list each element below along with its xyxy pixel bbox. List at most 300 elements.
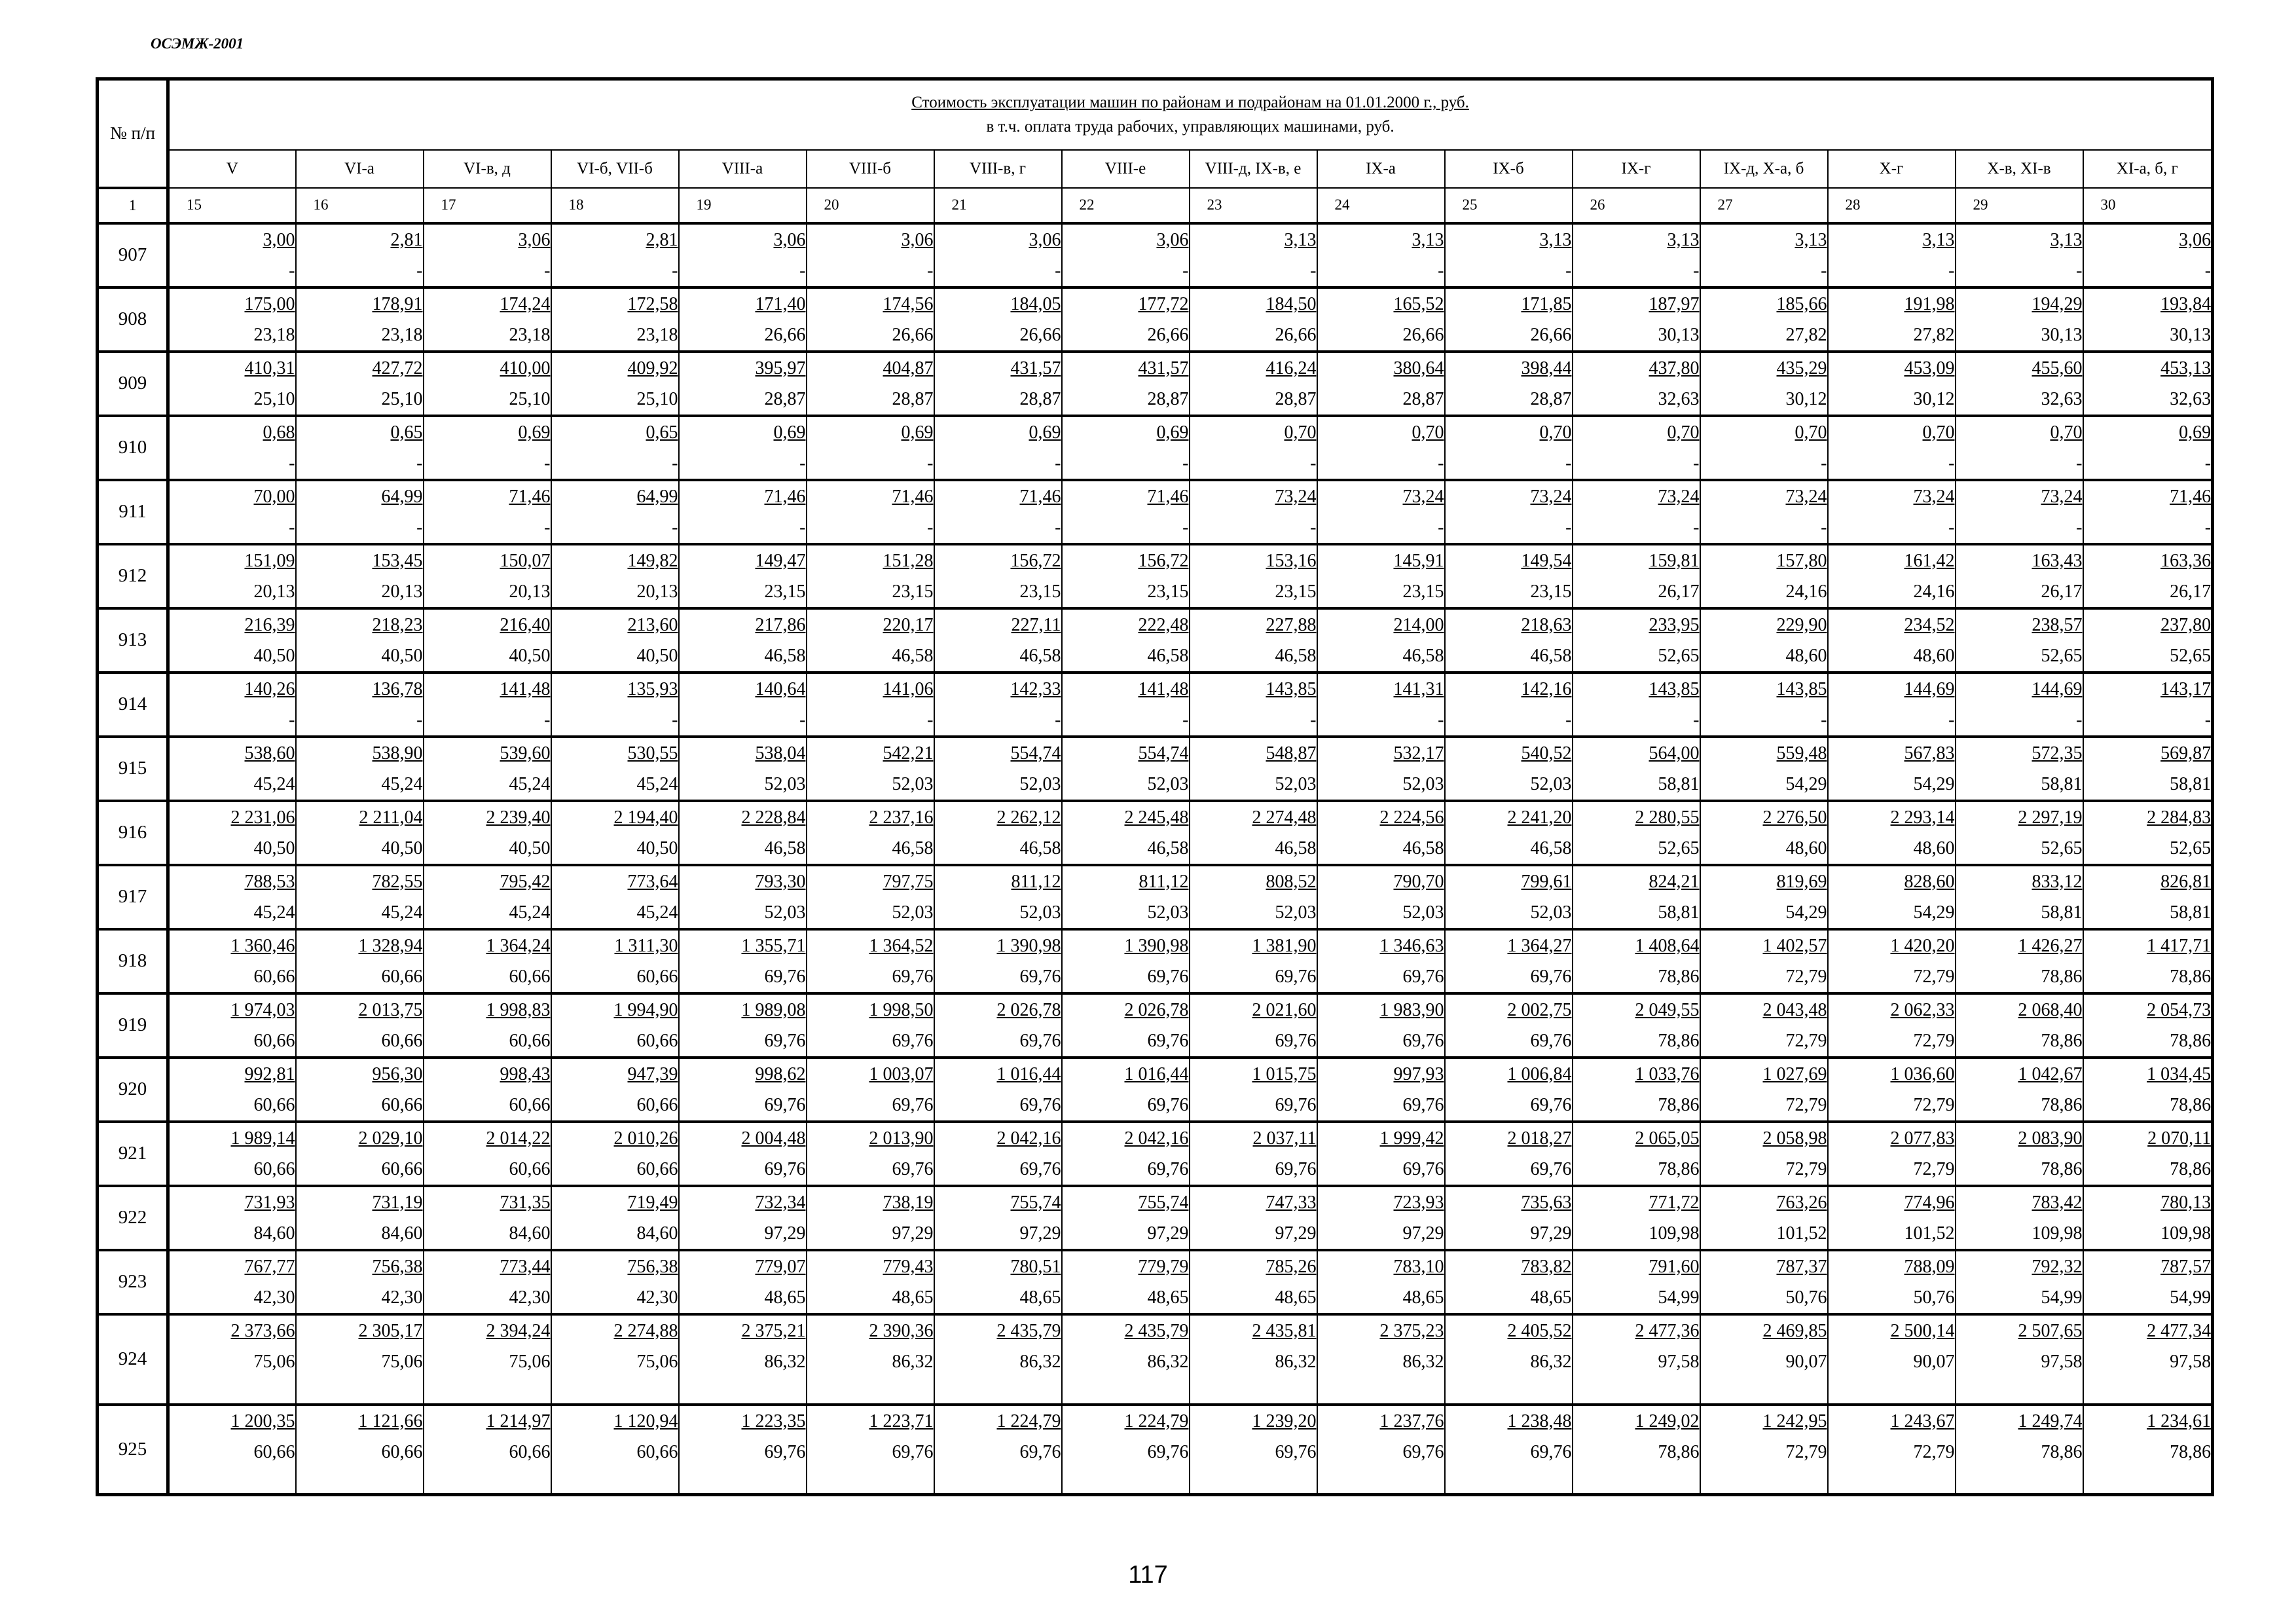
operating-cost-value: 0,69 xyxy=(1029,422,1061,443)
wage-value: - xyxy=(1182,709,1189,730)
value-cell xyxy=(1956,737,2083,801)
operating-cost-value: 149,47 xyxy=(755,550,806,571)
value-cell xyxy=(1828,929,1956,993)
operating-cost-value: 2 065,05 xyxy=(1635,1128,1700,1149)
wage-value: 46,58 xyxy=(1147,645,1189,666)
value-cell xyxy=(1062,865,1190,929)
value-cell xyxy=(551,673,679,737)
value-cell xyxy=(1828,1122,1956,1186)
wage-value: 60,66 xyxy=(509,1094,551,1115)
wage-value: 46,58 xyxy=(1402,645,1444,666)
column-number: 20 xyxy=(807,188,934,223)
value-cell xyxy=(551,608,679,673)
operating-cost-value: 409,92 xyxy=(627,358,678,378)
value-cell xyxy=(1445,223,1573,287)
wage-value: 23,18 xyxy=(509,324,551,345)
operating-cost-value: 554,74 xyxy=(1138,743,1189,764)
value-cell xyxy=(551,1186,679,1250)
value-cell xyxy=(1190,287,1317,352)
wage-value: 69,76 xyxy=(1275,1441,1317,1462)
operating-cost-value: 2 070,11 xyxy=(2147,1128,2212,1149)
operating-cost-value: 779,43 xyxy=(883,1256,934,1277)
wage-value: - xyxy=(1948,709,1955,730)
operating-cost-value: 2 042,16 xyxy=(996,1128,1061,1149)
operating-cost-value: 756,38 xyxy=(372,1256,423,1277)
operating-cost-value: 165,52 xyxy=(1393,293,1444,314)
operating-cost-value: 826,81 xyxy=(2160,871,2212,892)
value-cell xyxy=(1573,929,1700,993)
value-cell xyxy=(1700,1250,1828,1314)
operating-cost-value: 2 297,19 xyxy=(2018,807,2083,828)
wage-value: 78,86 xyxy=(2170,1094,2212,1115)
value-cell xyxy=(1445,801,1573,865)
operating-cost-value: 779,07 xyxy=(755,1256,806,1277)
operating-cost-value: 1 328,94 xyxy=(358,935,423,956)
operating-cost-value: 73,24 xyxy=(1275,486,1317,507)
operating-cost-value: 2 211,04 xyxy=(359,807,423,828)
operating-cost-value: 548,87 xyxy=(1266,743,1317,764)
operating-cost-value: 142,16 xyxy=(1521,678,1572,699)
value-cell xyxy=(1956,608,2083,673)
wage-value: 60,66 xyxy=(381,1094,423,1115)
value-cell xyxy=(807,993,934,1058)
wage-value: 69,76 xyxy=(1147,1094,1189,1115)
wage-value: 69,76 xyxy=(1019,966,1061,987)
value-cell xyxy=(1828,544,1956,608)
value-cell xyxy=(2083,1186,2213,1250)
wage-value: 48,65 xyxy=(1275,1287,1317,1308)
value-cell xyxy=(296,673,424,737)
operating-cost-value: 782,55 xyxy=(372,871,423,892)
operating-cost-value: 780,13 xyxy=(2160,1192,2212,1213)
operating-cost-value: 227,88 xyxy=(1266,614,1317,635)
operating-cost-value: 149,54 xyxy=(1521,550,1572,571)
value-cell xyxy=(1190,544,1317,608)
operating-cost-value: 163,36 xyxy=(2160,550,2212,571)
value-cell xyxy=(2083,223,2213,287)
value-cell xyxy=(296,1250,424,1314)
table-title xyxy=(168,79,2213,150)
region-header: VI-в, д xyxy=(424,150,551,188)
operating-cost-value: 3,13 xyxy=(1412,229,1444,250)
wage-value: 28,87 xyxy=(1147,388,1189,409)
wage-value: 52,03 xyxy=(1530,902,1572,923)
wage-value: - xyxy=(1438,260,1444,281)
operating-cost-value: 191,98 xyxy=(1904,293,1955,314)
operating-cost-value: 1 238,48 xyxy=(1507,1411,1572,1431)
wage-value: 30,13 xyxy=(2041,324,2083,345)
wage-value: 26,66 xyxy=(1275,324,1317,345)
wage-value: 69,76 xyxy=(892,1158,934,1179)
value-cell xyxy=(934,1058,1062,1122)
operating-cost-value: 779,79 xyxy=(1138,1256,1189,1277)
region-header: IX-а xyxy=(1317,150,1445,188)
operating-cost-value: 0,70 xyxy=(1795,422,1827,443)
wage-value: 72,79 xyxy=(1785,1030,1827,1051)
table-row xyxy=(98,801,2213,865)
operating-cost-value: 163,43 xyxy=(2032,550,2083,571)
value-cell xyxy=(807,1405,934,1495)
value-cell xyxy=(296,1122,424,1186)
operating-cost-value: 554,74 xyxy=(1010,743,1061,764)
region-header: IX-г xyxy=(1573,150,1700,188)
wage-value: 97,29 xyxy=(1019,1223,1061,1244)
wage-value: - xyxy=(1438,517,1444,538)
column-number: 28 xyxy=(1828,188,1956,223)
value-cell xyxy=(807,1122,934,1186)
wage-value: 23,18 xyxy=(636,324,678,345)
region-header: IX-б xyxy=(1445,150,1573,188)
wage-value: 26,17 xyxy=(2041,581,2083,602)
value-cell xyxy=(1700,352,1828,416)
operating-cost-value: 217,86 xyxy=(755,614,806,635)
page-number: 117 xyxy=(1128,1561,1168,1589)
operating-cost-value: 3,06 xyxy=(901,229,934,250)
value-cell xyxy=(1445,1058,1573,1122)
operating-cost-value: 1 402,57 xyxy=(1762,935,1827,956)
row-number: 908 xyxy=(98,287,168,352)
operating-cost-value: 174,56 xyxy=(883,293,934,314)
wage-value: 30,13 xyxy=(1658,324,1700,345)
value-cell xyxy=(168,352,296,416)
wage-value: 60,66 xyxy=(636,1441,678,1462)
value-cell xyxy=(1317,608,1445,673)
value-cell xyxy=(807,480,934,544)
value-cell xyxy=(1828,287,1956,352)
value-cell xyxy=(168,1405,296,1495)
operating-cost-value: 1 390,98 xyxy=(996,935,1061,956)
value-cell xyxy=(1445,480,1573,544)
value-cell xyxy=(807,223,934,287)
operating-cost-value: 530,55 xyxy=(627,743,678,764)
value-cell xyxy=(2083,1250,2213,1314)
operating-cost-value: 2 083,90 xyxy=(2018,1128,2083,1149)
value-cell xyxy=(1573,865,1700,929)
value-cell xyxy=(1828,993,1956,1058)
value-cell xyxy=(168,223,296,287)
value-cell xyxy=(679,1314,807,1405)
wage-value: 52,03 xyxy=(1147,902,1189,923)
wage-value: 78,86 xyxy=(2170,1158,2212,1179)
wage-value: 46,58 xyxy=(892,645,934,666)
wage-value: 23,15 xyxy=(1275,581,1317,602)
wage-value: 52,65 xyxy=(2170,838,2212,858)
value-cell xyxy=(1190,608,1317,673)
value-cell xyxy=(1700,673,1828,737)
value-cell xyxy=(2083,287,2213,352)
operating-cost-value: 2 029,10 xyxy=(358,1128,423,1149)
value-cell xyxy=(1062,1405,1190,1495)
value-cell xyxy=(1317,993,1445,1058)
wage-value: 60,66 xyxy=(381,1158,423,1179)
operating-cost-value: 71,46 xyxy=(509,486,551,507)
operating-cost-value: 2 394,24 xyxy=(486,1320,551,1341)
value-cell xyxy=(1445,287,1573,352)
wage-value: 97,29 xyxy=(764,1223,806,1244)
column-number: 24 xyxy=(1317,188,1445,223)
wage-value: - xyxy=(2204,260,2212,281)
operating-cost-value: 2 237,16 xyxy=(869,807,934,828)
value-cell xyxy=(551,1122,679,1186)
operating-cost-value: 1 974,03 xyxy=(230,999,295,1020)
operating-cost-value: 2,81 xyxy=(390,229,423,250)
operating-cost-value: 455,60 xyxy=(2032,358,2083,378)
operating-cost-value: 1 360,46 xyxy=(230,935,295,956)
wage-value: - xyxy=(1948,517,1955,538)
value-cell xyxy=(296,1186,424,1250)
wage-value: 26,66 xyxy=(764,324,806,345)
operating-cost-value: 143,85 xyxy=(1776,678,1827,699)
operating-cost-value: 141,48 xyxy=(500,678,551,699)
value-cell xyxy=(168,1122,296,1186)
operating-cost-value: 71,46 xyxy=(892,486,934,507)
column-number: 29 xyxy=(1956,188,2083,223)
value-cell xyxy=(296,1058,424,1122)
value-cell xyxy=(1317,929,1445,993)
wage-value: 20,13 xyxy=(636,581,678,602)
wage-value: 75,06 xyxy=(253,1351,295,1372)
operating-cost-value: 2 013,75 xyxy=(358,999,423,1020)
value-cell xyxy=(296,993,424,1058)
value-cell xyxy=(1956,544,2083,608)
operating-cost-value: 1 999,42 xyxy=(1379,1128,1444,1149)
column-number: 16 xyxy=(296,188,424,223)
value-cell xyxy=(934,801,1062,865)
column-number: 30 xyxy=(2083,188,2213,223)
wage-value: - xyxy=(2204,452,2212,473)
operating-cost-value: 3,13 xyxy=(1284,229,1317,250)
wage-value: - xyxy=(927,452,934,473)
operating-cost-value: 156,72 xyxy=(1010,550,1061,571)
wage-value: - xyxy=(1693,452,1700,473)
wage-value: 40,50 xyxy=(509,838,551,858)
operating-cost-value: 998,43 xyxy=(500,1063,551,1084)
value-cell xyxy=(296,1405,424,1495)
wage-value: 28,87 xyxy=(1019,388,1061,409)
value-cell xyxy=(1190,223,1317,287)
value-cell xyxy=(807,416,934,480)
wage-value: - xyxy=(1821,452,1827,473)
wage-value: - xyxy=(2076,452,2083,473)
value-cell xyxy=(2083,801,2213,865)
value-cell xyxy=(679,1405,807,1495)
wage-value: - xyxy=(1565,260,1572,281)
wage-value: 72,79 xyxy=(1785,966,1827,987)
operating-cost-value: 431,57 xyxy=(1138,358,1189,378)
wage-value: 69,76 xyxy=(1530,966,1572,987)
operating-cost-value: 0,65 xyxy=(390,422,423,443)
value-cell xyxy=(679,416,807,480)
wage-value: 60,66 xyxy=(381,1030,423,1051)
value-cell xyxy=(168,544,296,608)
wage-value: 52,65 xyxy=(1658,645,1700,666)
wage-value: 78,86 xyxy=(1658,1094,1700,1115)
wage-value: - xyxy=(2076,260,2083,281)
wage-value: 45,24 xyxy=(509,902,551,923)
operating-cost-value: 1 015,75 xyxy=(1252,1063,1317,1084)
value-cell xyxy=(551,993,679,1058)
region-header: V xyxy=(168,150,296,188)
table-row xyxy=(98,929,2213,993)
wage-value: 30,12 xyxy=(1785,388,1827,409)
operating-cost-value: 1 249,02 xyxy=(1635,1411,1700,1431)
value-cell xyxy=(934,287,1062,352)
value-cell xyxy=(1317,1314,1445,1405)
operating-cost-value: 437,80 xyxy=(1649,358,1700,378)
wage-value: 46,58 xyxy=(764,838,806,858)
wage-value: 69,76 xyxy=(764,1094,806,1115)
operating-cost-value: 2 026,78 xyxy=(996,999,1061,1020)
operating-cost-value: 2 469,85 xyxy=(1762,1320,1827,1341)
operating-cost-value: 567,83 xyxy=(1904,743,1955,764)
operating-cost-value: 2 500,14 xyxy=(1890,1320,1955,1341)
wage-value: - xyxy=(416,260,423,281)
value-cell xyxy=(934,608,1062,673)
wage-value: 26,17 xyxy=(2170,581,2212,602)
wage-value: 75,06 xyxy=(381,1351,423,1372)
operating-cost-value: 0,70 xyxy=(1922,422,1955,443)
wage-value: 78,86 xyxy=(1658,1030,1700,1051)
wage-value: - xyxy=(927,517,934,538)
operating-cost-value: 719,49 xyxy=(627,1192,678,1213)
wage-value: 69,76 xyxy=(1019,1441,1061,1462)
value-cell xyxy=(1700,801,1828,865)
operating-cost-value: 1 408,64 xyxy=(1635,935,1700,956)
value-cell xyxy=(1956,352,2083,416)
operating-cost-value: 1 016,44 xyxy=(1124,1063,1189,1084)
value-cell xyxy=(1190,801,1317,865)
value-cell xyxy=(1573,416,1700,480)
operating-cost-value: 2 010,26 xyxy=(613,1128,678,1149)
operating-cost-value: 0,69 xyxy=(901,422,934,443)
region-header: VIII-е xyxy=(1062,150,1190,188)
value-cell xyxy=(1062,993,1190,1058)
region-header-row xyxy=(98,150,2213,188)
operating-cost-value: 1 355,71 xyxy=(741,935,806,956)
value-cell xyxy=(424,865,551,929)
row-number: 907 xyxy=(98,223,168,287)
operating-cost-value: 157,80 xyxy=(1776,550,1827,571)
operating-cost-value: 2 507,65 xyxy=(2018,1320,2083,1341)
value-cell xyxy=(424,1405,551,1495)
wage-value: 69,76 xyxy=(1402,966,1444,987)
column-number: 1 xyxy=(98,188,168,223)
value-cell xyxy=(934,865,1062,929)
operating-cost-value: 731,19 xyxy=(372,1192,423,1213)
wage-value: 45,24 xyxy=(509,773,551,794)
value-cell xyxy=(807,1314,934,1405)
operating-cost-value: 1 390,98 xyxy=(1124,935,1189,956)
value-cell xyxy=(168,416,296,480)
wage-value: 60,66 xyxy=(636,966,678,987)
value-cell xyxy=(934,1405,1062,1495)
value-cell xyxy=(2083,1122,2213,1186)
wage-value: 54,99 xyxy=(2170,1287,2212,1308)
value-cell xyxy=(1573,1186,1700,1250)
operating-cost-value: 73,24 xyxy=(1658,486,1700,507)
value-cell xyxy=(807,737,934,801)
operating-cost-value: 542,21 xyxy=(883,743,934,764)
value-cell xyxy=(1190,865,1317,929)
value-cell xyxy=(679,287,807,352)
wage-value: - xyxy=(2076,709,2083,730)
wage-value: 69,76 xyxy=(764,1030,806,1051)
operating-cost-value: 947,39 xyxy=(627,1063,678,1084)
operating-cost-value: 1 036,60 xyxy=(1890,1063,1955,1084)
value-cell xyxy=(1700,480,1828,544)
value-cell xyxy=(1700,287,1828,352)
value-cell xyxy=(1828,865,1956,929)
operating-cost-value: 453,09 xyxy=(1904,358,1955,378)
value-cell xyxy=(1317,1058,1445,1122)
value-cell xyxy=(679,352,807,416)
value-cell xyxy=(1573,1314,1700,1405)
operating-cost-value: 780,51 xyxy=(1010,1256,1061,1277)
row-number: 925 xyxy=(98,1405,168,1495)
operating-cost-value: 808,52 xyxy=(1266,871,1317,892)
operating-cost-value: 156,72 xyxy=(1138,550,1189,571)
operating-cost-value: 773,64 xyxy=(627,871,678,892)
wage-value: - xyxy=(1310,709,1317,730)
wage-value: - xyxy=(672,517,678,538)
value-cell xyxy=(807,673,934,737)
value-cell xyxy=(424,1058,551,1122)
wage-value: - xyxy=(1310,260,1317,281)
operating-cost-value: 144,69 xyxy=(2032,678,2083,699)
operating-cost-value: 73,24 xyxy=(1913,486,1955,507)
operating-cost-value: 783,42 xyxy=(2032,1192,2083,1213)
wage-value: - xyxy=(544,517,551,538)
value-cell xyxy=(2083,1058,2213,1122)
operating-cost-value: 2 228,84 xyxy=(741,807,806,828)
operating-cost-value: 0,70 xyxy=(2050,422,2083,443)
value-cell xyxy=(168,1058,296,1122)
wage-value: 90,07 xyxy=(1913,1351,1955,1372)
wage-value: 27,82 xyxy=(1913,324,1955,345)
column-number: 17 xyxy=(424,188,551,223)
wage-value: 50,76 xyxy=(1785,1287,1827,1308)
value-cell xyxy=(807,1250,934,1314)
wage-value: - xyxy=(1693,517,1700,538)
operating-cost-value: 427,72 xyxy=(372,358,423,378)
value-cell xyxy=(424,993,551,1058)
value-cell xyxy=(1573,1250,1700,1314)
wage-value: 20,13 xyxy=(509,581,551,602)
operating-cost-value: 149,82 xyxy=(627,550,678,571)
operating-cost-value: 2 194,40 xyxy=(613,807,678,828)
wage-value: 32,63 xyxy=(1658,388,1700,409)
wage-value: 72,79 xyxy=(1785,1158,1827,1179)
wage-value: 58,81 xyxy=(1658,902,1700,923)
value-cell xyxy=(1956,929,2083,993)
operating-cost-value: 185,66 xyxy=(1776,293,1827,314)
operating-cost-value: 2 375,21 xyxy=(741,1320,806,1341)
operating-cost-value: 755,74 xyxy=(1010,1192,1061,1213)
machine-cost-table xyxy=(96,77,2214,1496)
value-cell xyxy=(168,801,296,865)
wage-value: 52,03 xyxy=(764,902,806,923)
value-cell xyxy=(551,223,679,287)
wage-value: 52,03 xyxy=(764,773,806,794)
operating-cost-value: 64,99 xyxy=(381,486,423,507)
wage-value: - xyxy=(1565,452,1572,473)
value-cell xyxy=(551,1314,679,1405)
operating-cost-value: 1 121,66 xyxy=(358,1411,423,1431)
region-header: VIII-б xyxy=(807,150,934,188)
wage-value: 45,24 xyxy=(636,773,678,794)
operating-cost-value: 1 003,07 xyxy=(869,1063,934,1084)
operating-cost-value: 1 364,24 xyxy=(486,935,551,956)
